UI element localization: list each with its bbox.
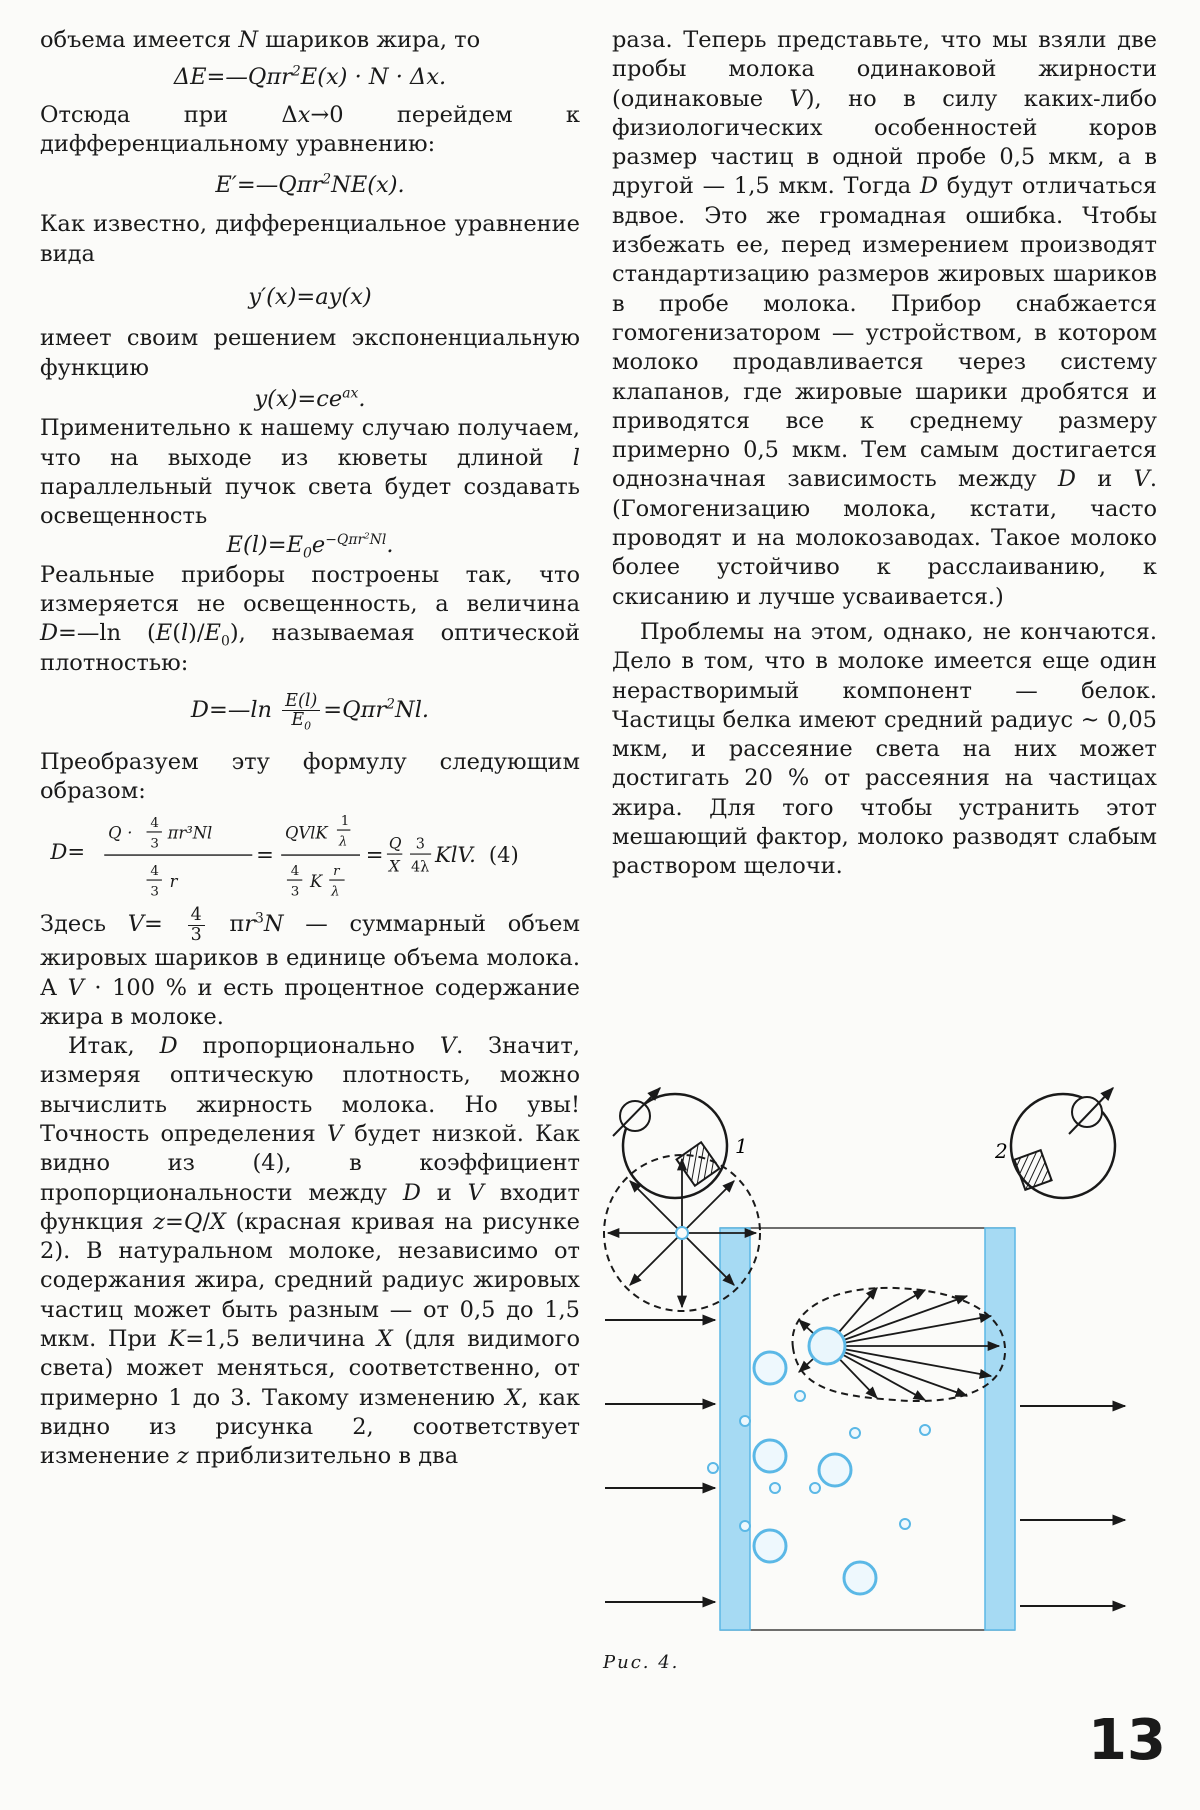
svg-text:Q: Q — [108, 824, 122, 844]
right-column — [612, 26, 1157, 882]
paragraph: Преобразуем эту формулу следующим образом: — [40, 748, 580, 805]
cuvette-wall-left — [720, 1228, 750, 1630]
svg-text:λ: λ — [331, 884, 340, 900]
svg-text:4: 4 — [150, 816, 159, 832]
paragraph: Итак, D пропорционально V. Значит, измеряя оптическую плотность, можно вычислить жирность молока. Но увы! Точность определения V будет низкой. Как видно из (4), в коэффициент пропорциональности между D и V входит функция z=Q/X (красная кривая на рисунке 2). В натуральном молоке, независимо от содержания жира, средний радиус жировых частиц может быть разным — от 0,5 до 1,5 мкм. При K=1,5 величина X (для видимого света) может меняться, соответственно, от примерно 1 до 3. Такому изменению X, как видно из рисунка 2, соответствует изменение z приблизительно в два — [40, 1033, 580, 1470]
detector-1-label: 1 — [735, 1134, 748, 1158]
svg-text:Q: Q — [388, 834, 402, 853]
svg-text:1: 1 — [340, 814, 350, 830]
svg-text:r: r — [169, 872, 178, 892]
equation-4: $y(x)=ce^{ax}$. — [254, 385, 366, 412]
incoming-light-arrows — [605, 1320, 715, 1602]
svg-text:D=: D= — [50, 839, 86, 865]
svg-text:3: 3 — [150, 884, 159, 900]
svg-text:λ: λ — [338, 834, 348, 850]
svg-text:4: 4 — [290, 864, 300, 880]
equation-1: ΔE=—Qπr$^2$E(x) · N · Δx. — [173, 63, 447, 91]
equation-2: E′=—Qπr$^2$NE(x). — [215, 171, 405, 199]
svg-text:QVlK: QVlK — [285, 824, 328, 844]
svg-text:X: X — [388, 857, 400, 876]
paragraph: объема имеется N шариков жира, то — [40, 27, 481, 53]
particle — [920, 1425, 930, 1435]
particle — [740, 1521, 750, 1531]
paragraph: Проблемы на этом, однако, не кончаются. Дело в том, что в молоке имеется еще один нерастворимый компонент — белок. Частицы белка имеют средний радиус ~ 0,05 мкм, и рассеяние света на них может достигать 20 % от рассеяния на частицах жира. Для того чтобы устранить этот мешающий фактор, молоко разводят слабым раствором щелочи. — [612, 618, 1157, 880]
particle — [754, 1352, 786, 1384]
equation-3: y′(x)=ay(x) — [248, 284, 372, 311]
paragraph: Применительно к нашему случаю получаем, что на выходе из кюветы длиной l параллельный пучок света будет создавать освещенность — [40, 415, 580, 530]
particle — [754, 1440, 786, 1472]
particle — [740, 1416, 750, 1426]
svg-text:K: K — [310, 872, 323, 892]
svg-text:=: = — [365, 842, 384, 868]
detector-2 — [994, 1088, 1115, 1198]
paragraph: раза. Теперь представьте, что мы взяли две пробы молока одинаковой жирности (одинаковые V), но в силу каких-либо физиологических особенностей коров размер частиц в одной пробе 0,5 мкм, а в другой — 1,5 мкм. Тогда D будут отличаться вдвое. Это же громадная ошибка. Чтобы избежать ее, перед измерением производят стандартизацию размеров жировых шариков в пробе молока. Прибор снабжается гомогенизатором — устройством, в котором молоко продавливается через систему клапанов, где жировые шарики дробятся и приводятся все к среднему размеру примерно 0,5 мкм. Тем самым достигается однозначная зависимость между D и V. (Гомогенизацию молока, кстати, часто проводят и на молокозаводах. Такое молоко более устойчиво к расслаиванию, к скисанию и лучше усваивается.) — [612, 27, 1157, 610]
paragraph: Отсюда при Δx→0 перейдем к дифференциальному уравнению: — [40, 101, 580, 157]
equation-5: $E(l)=E_0e^{-Q\pi r^2Nl}$. — [226, 531, 394, 562]
paragraph: имеет своим решением экспоненциальную функцию — [40, 325, 580, 381]
detector-2-label: 2 — [995, 1139, 1008, 1163]
particle — [770, 1483, 780, 1493]
particle — [708, 1463, 718, 1473]
svg-text:3: 3 — [290, 884, 300, 900]
particle — [850, 1428, 860, 1438]
cuvette-wall-right — [985, 1228, 1015, 1630]
equation-6: D=—ln $\frac{E(l)}{E_0}$ =Qπr$^2$Nl. — [190, 690, 430, 733]
particle — [754, 1530, 786, 1562]
particle — [900, 1519, 910, 1529]
svg-text:(4): (4) — [488, 842, 519, 868]
svg-text:3: 3 — [415, 836, 425, 853]
svg-text:4: 4 — [150, 864, 159, 880]
paragraph: Как известно, дифференциальное уравнение вида — [40, 211, 580, 267]
figure-4 — [595, 1058, 1175, 1648]
svg-text:4λ: 4λ — [410, 859, 430, 876]
paragraph: Реальные приборы построены так, что измеряется не освещенность, а величина D=—ln $(E(l)/E_0)$, называемая оптической плотностью: — [40, 561, 580, 676]
isotropic-scattering — [604, 1155, 760, 1311]
equation-7 — [40, 806, 580, 906]
svg-text:3: 3 — [150, 836, 159, 852]
svg-text:=: = — [256, 842, 274, 868]
page-number: 13 — [1088, 1708, 1166, 1773]
particle — [795, 1391, 805, 1401]
svg-text:r: r — [333, 864, 340, 880]
svg-text:KlV.: KlV. — [435, 842, 476, 868]
detector-1 — [613, 1088, 748, 1198]
large-particle — [809, 1328, 845, 1364]
particle — [844, 1562, 876, 1594]
left-column — [40, 26, 580, 1472]
svg-text:·: · — [127, 824, 133, 844]
outgoing-light-arrows — [1020, 1406, 1125, 1606]
paragraph: Здесь V= $\frac{4}{3}$ $\pi r^3N$ — суммарный объем жировых шариков в единице объема молока. А V · 100 % и есть процентное содержание жира в молоке. — [40, 905, 580, 1030]
forward-scattering — [792, 1288, 1005, 1401]
svg-text:πr³Nl: πr³Nl — [167, 824, 213, 844]
particle — [819, 1454, 851, 1486]
figure-caption: Рис. 4. — [603, 1652, 680, 1673]
particle — [810, 1483, 820, 1493]
